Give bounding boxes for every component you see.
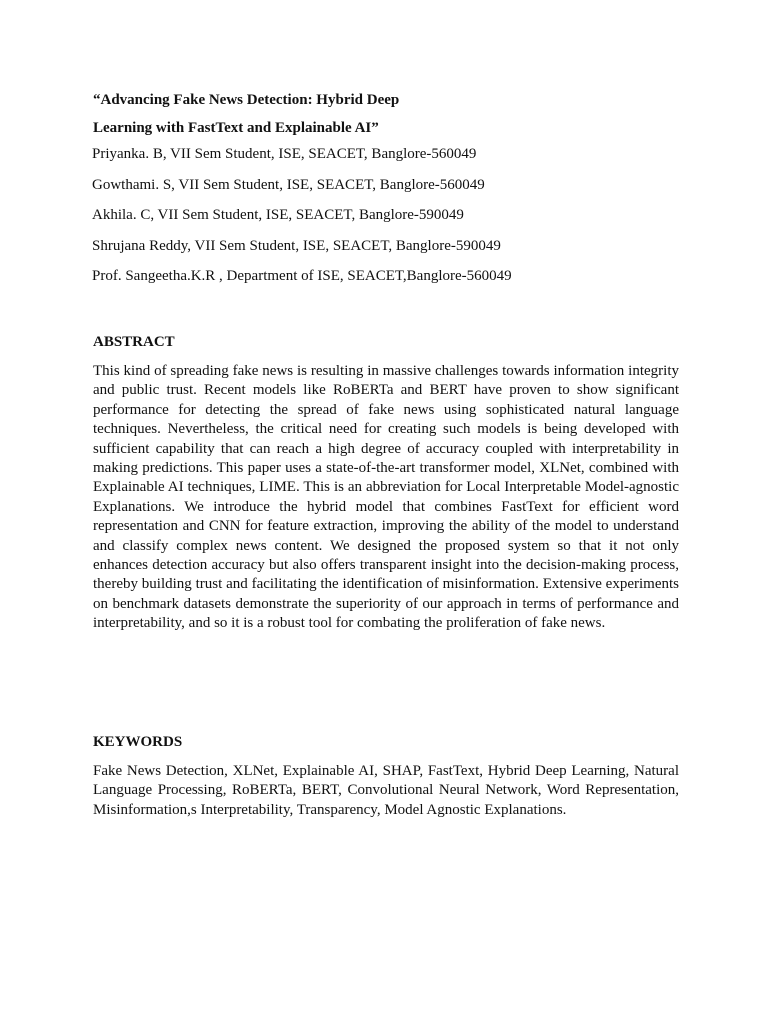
author-line: Shrujana Reddy, VII Sem Student, ISE, SEACET, Banglore-590049: [92, 237, 501, 254]
paper-title-line-1: “Advancing Fake News Detection: Hybrid Deep: [93, 92, 400, 108]
author-line: Priyanka. B, VII Sem Student, ISE, SEACET, Banglore-560049: [92, 146, 477, 162]
author-line: Prof. Sangeetha.K.R , Department of ISE, SEACET,Banglore-560049: [92, 268, 512, 284]
abstract-heading: ABSTRACT: [93, 334, 175, 350]
author-line: Akhila. C, VII Sem Student, ISE, SEACET, Banglore-590049: [92, 207, 464, 223]
keywords-text: Fake News Detection, XLNet, Explainable AI, SHAP, FastText, Hybrid Deep Learning, Natural Language Processing, RoBERTa, BERT, Convolutional Neural Network, Word Representation, Misinformation,s Interpretability, Transparency, Model Agnostic Explanations.: [93, 763, 679, 818]
author-list: [92, 145, 692, 298]
author-line: Gowthami. S, VII Sem Student, ISE, SEACET, Banglore-560049: [92, 176, 485, 193]
abstract-text: This kind of spreading fake news is resulting in massive challenges towards information integrity and public trust. Recent models like RoBERTa and BERT have proven to show significant performance for detecting the spread of fake news using sophisticated natural language techniques. Nevertheless, the critical need for creating such models is being developed with sufficient capability that can reach a high degree of accuracy coupled with interpretability in making predictions. This paper uses a state-of-the-art transformer model, XLNet, combined with Explainable AI techniques, LIME. This is an abbreviation for Local Interpretable Model-agnostic Explanations. We introduce the hybrid model that combines FastText for efficient word representation and CNN for feature extraction, improving the ability of the model to understand and classify complex news content. We designed the proposed system so that it not only enhances detection accuracy but also offers transparent insight into the decision-making process, thereby building trust and facilitating the identification of misinformation. Extensive experiments on benchmark datasets demonstrate the superiority of our approach in terms of performance and interpretability, and so it is a robust tool for combating the proliferation of fake news.: [93, 363, 679, 632]
paper-title-line-2: Learning with FastText and Explainable AI”: [93, 120, 379, 136]
keywords-heading: KEYWORDS: [93, 734, 183, 750]
